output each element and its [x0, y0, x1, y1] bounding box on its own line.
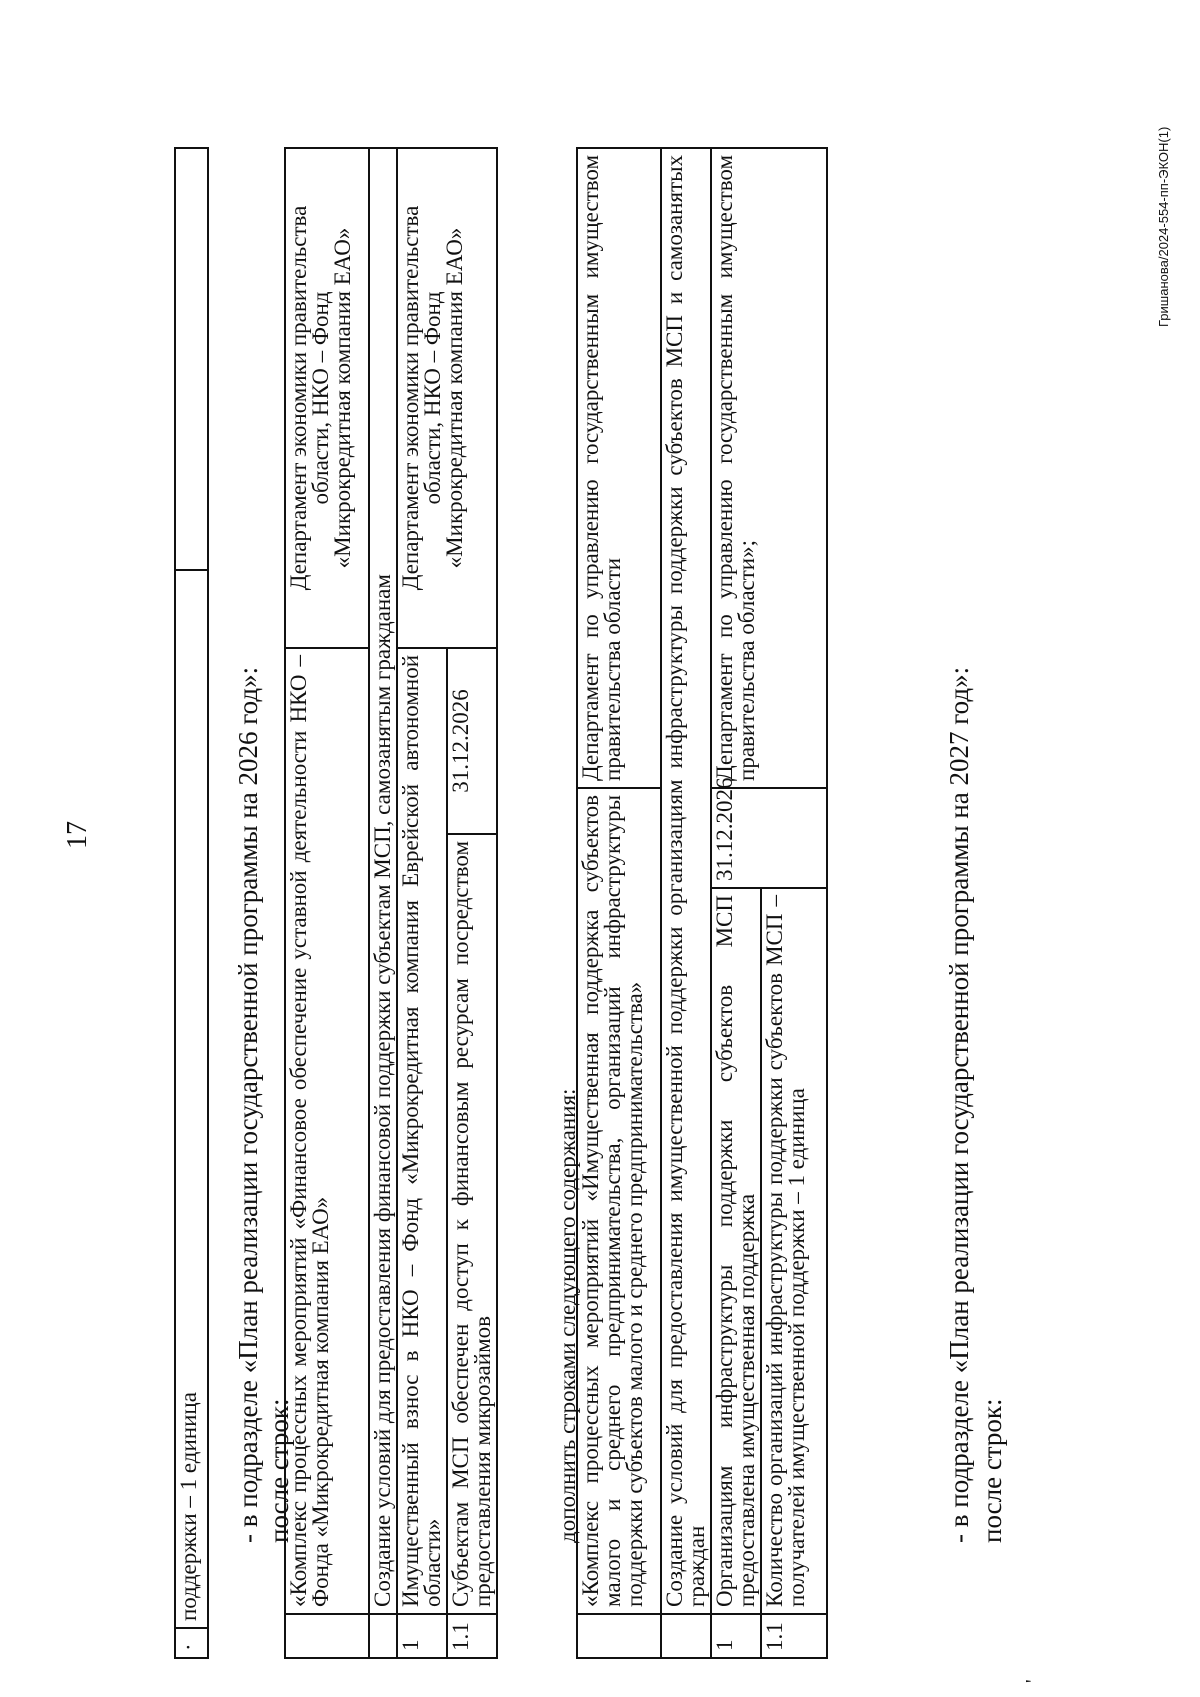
- section1-intro: - в подразделе «План реализации государственной программы на 2026 год»:: [233, 666, 263, 1543]
- table-cell-text: Субъектам МСП обеспечен доступ к финансовым ресурсам посредством предоставления микрозаймов: [447, 834, 497, 1614]
- section1-after-rows: после строк:: [264, 1398, 294, 1543]
- resp-line: «Микрокредитная компания ЕАО»: [330, 227, 355, 569]
- resp-line: области, НКО – Фонд: [308, 291, 333, 505]
- table-row: [661, 148, 711, 1658]
- table-cell-num: 1.1: [447, 1614, 497, 1658]
- table-cell-num: 1.1: [761, 1614, 827, 1658]
- table-cell-empty: [175, 148, 208, 570]
- top-continuation-table: [174, 147, 209, 1659]
- table-cell-responsible: Департамент по управлению государственным имуществом правительства области: [577, 148, 661, 788]
- section3-after-rows: после строк:: [977, 1398, 1007, 1543]
- table-cell-text: поддержки – 1 единица: [175, 570, 208, 1628]
- table-cell-text: «Комплекс процессных мероприятий «Имущественная поддержка субъектов малого и среднего предпринимательства, организаций инфраструктуры поддержки субъектов малого и среднего предпринимательства»: [577, 788, 661, 1614]
- table-cell-date: 31.12.2026: [447, 648, 497, 834]
- table-cell-num: [661, 1614, 711, 1658]
- resp-line: «Микрокредитная компания ЕАО»: [442, 227, 467, 569]
- table-cell-text: «Комплекс процессных мероприятий «Финансовое обеспечение уставной деятельности НКО – Фонда «Микрокредитная компания ЕАО»: [285, 648, 369, 1614]
- table-cell-num: 1: [711, 1614, 761, 1658]
- table-cell-num: [369, 1614, 397, 1658]
- table-cell-text: Организациям инфраструктуры поддержки субъектов МСП предоставлена имущественная поддержка: [711, 888, 761, 1614]
- table-cell-num: [285, 1614, 369, 1658]
- table-row: [577, 148, 661, 1658]
- table-cell-responsible: [285, 148, 369, 648]
- table-cell-responsible: [397, 148, 497, 648]
- section1-table: [284, 147, 498, 1659]
- table-row: [397, 148, 447, 1658]
- page-number: 17: [62, 821, 93, 849]
- table-row: [175, 148, 208, 1658]
- resp-line: Департамент экономики правительства: [398, 205, 423, 591]
- table-row: [711, 148, 761, 1658]
- table-cell-text: Количество организаций инфраструктуры поддержки субъектов МСП – получателей имущественной поддержки – 1 единица: [761, 888, 827, 1614]
- table-row: [369, 148, 397, 1658]
- table-cell-span: Создание условий для предоставления имущественной поддержки организациям инфраструктуры поддержки субъектов МСП и самозанятых граждан: [661, 148, 711, 1614]
- resp-line: области, НКО – Фонд: [420, 291, 445, 505]
- section2-intro: дополнить строками следующего содержания:: [555, 1088, 580, 1543]
- table-cell-num: 1: [397, 1614, 447, 1658]
- table-cell-num: [577, 1614, 661, 1658]
- section2-table: [576, 147, 828, 1659]
- table-cell-span: Создание условий для предоставления финансовой поддержки субъектам МСП, самозанятым гражданам: [369, 148, 397, 1614]
- section3-intro: - в подразделе «План реализации государственной программы на 2027 год»:: [944, 666, 974, 1543]
- table-row: [285, 148, 369, 1658]
- margin-dot: ': [1022, 1679, 1044, 1683]
- table-cell-responsible: Департамент по управлению государственным имуществом правительства области»;: [711, 148, 827, 788]
- resp-line: Департамент экономики правительства: [286, 205, 311, 591]
- table-cell-num: ·: [175, 1628, 208, 1658]
- table-cell-text: Имущественный взнос в НКО – Фонд «Микрокредитная компания Еврейской автономной области»: [397, 648, 447, 1614]
- table-cell-date: 31.12.2026: [711, 788, 827, 888]
- footer-code: Гришанова/2024-554-пп-ЭКОН(1): [1156, 126, 1171, 327]
